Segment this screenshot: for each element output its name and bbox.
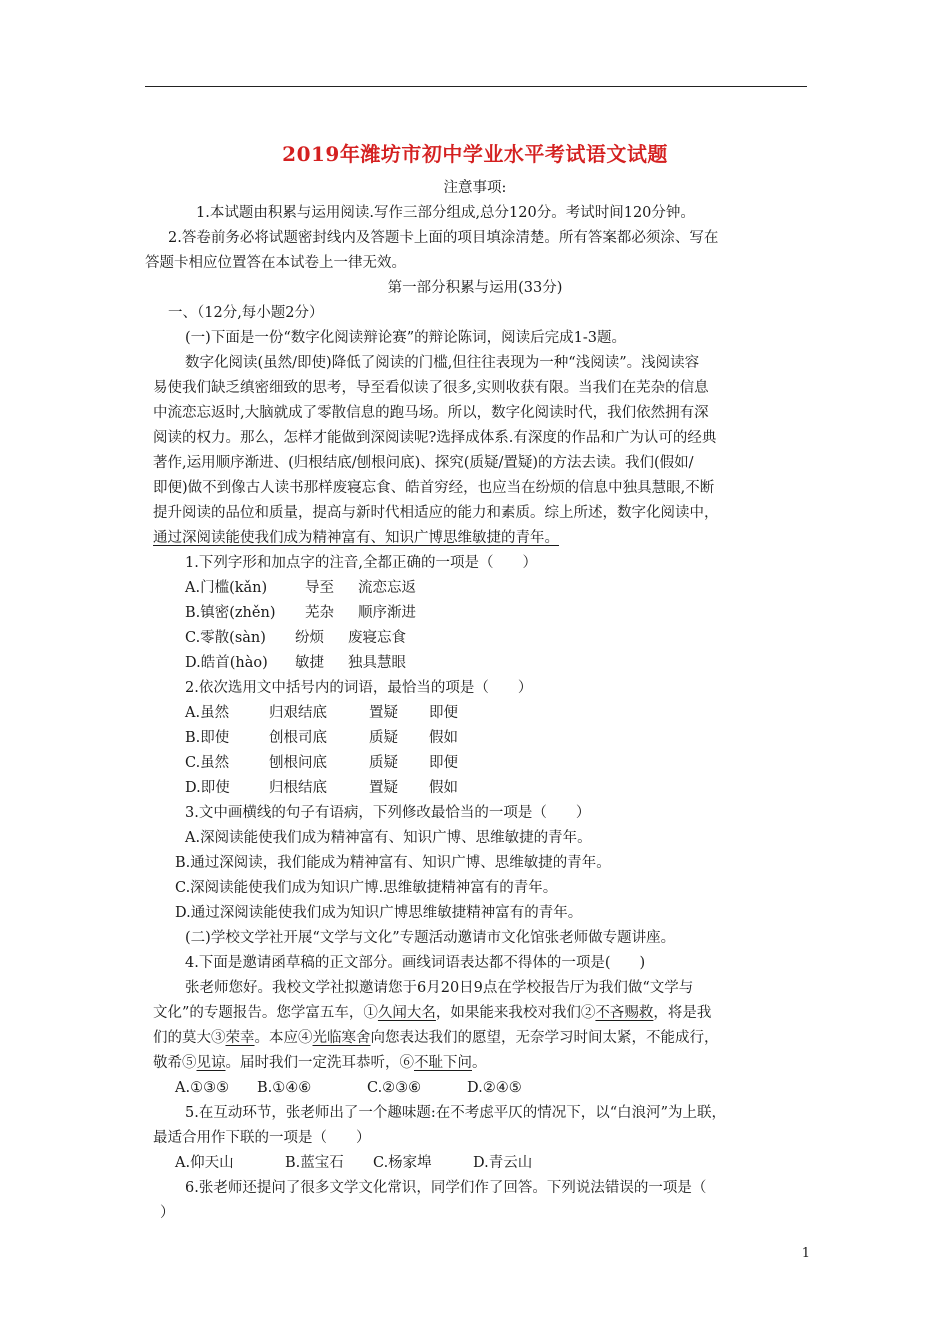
notice-item-1: 1.本试题由积累与运用阅读.写作三部分组成,总分120分。考试时间120分钟。 <box>196 205 695 221</box>
option-text: 顺序渐进 <box>358 605 416 621</box>
passage-line: 著作,运用顺序渐进、(归根结底/刨根问底)、探究(质疑/置疑)的方法去读。我们(假如/ <box>153 455 694 471</box>
passage-line: 易使我们缺乏缜密细致的思考，导至看似读了很多,实则收获有限。当我们在芜杂的信息 <box>153 380 709 396</box>
option-text: 即便 <box>429 705 458 721</box>
option-text: C.零散(sàn) <box>185 630 266 646</box>
sub2-intro: (二)学校文学社开展“文学与文化”专题活动邀请市文化馆张老师做专题讲座。 <box>185 930 676 946</box>
letter-text: ，将是我 <box>653 1005 712 1021</box>
option-text: B.镇密(zhěn) <box>185 605 276 621</box>
passage-underlined-sentence: 通过深阅读能使我们成为精神富有、知识广博思维敏捷的青年。 <box>153 530 559 546</box>
passage-line: 数字化阅读(虽然/即使)降低了阅读的门槛,但往往表现为一种“浅阅读”。浅阅读容 <box>185 355 700 371</box>
option-text: A.①③⑤ <box>175 1080 230 1096</box>
section1-heading: 一、（12分,每小题2分） <box>168 305 324 321</box>
question-5-options <box>175 1153 532 1173</box>
option-text: B.蓝宝石 <box>285 1155 344 1171</box>
option-text: 假如 <box>429 730 458 746</box>
option-text: 纷烦 <box>295 630 324 646</box>
underlined-phrase: 光临寒舍 <box>312 1030 371 1046</box>
underlined-phrase: 不耻下问 <box>414 1055 472 1071</box>
passage-line: 阅读的权力。那么，怎样才能做到深阅读呢?选择成体系.有深度的作品和广为认可的经典 <box>153 430 717 446</box>
question-1-option-a <box>185 578 416 598</box>
option-text: A.虽然 <box>185 705 230 721</box>
question-2-option-c <box>185 753 458 773</box>
option-text: 即便 <box>429 755 458 771</box>
option-text: C.②③⑥ <box>367 1080 422 1096</box>
option-text: D.青云山 <box>473 1155 533 1171</box>
option-text: D.②④⑤ <box>467 1080 522 1096</box>
letter-text: 敬希⑤ <box>153 1055 197 1071</box>
passage-line: 中流恋忘返时,大脑就成了零散信息的跑马场。所以，数字化阅读时代，我们依然拥有深 <box>153 405 709 421</box>
option-text: 流恋忘返 <box>358 580 416 596</box>
question-5-stem-line1: 5.在互动环节，张老师出了一个趣味题:在不考虑平仄的情况下，以“白浪河”为上联， <box>185 1105 727 1121</box>
passage-line: 即便)做不到像古人读书那样废寝忘食、皓首穷经，也应当在纷烦的信息中独具慧眼,不断 <box>153 480 715 496</box>
question-3-option-b: B.通过深阅读，我们能成为精神富有、知识广博、思维敏捷的青年。 <box>175 855 611 871</box>
option-text: 质疑 <box>369 755 398 771</box>
question-4-options <box>175 1078 522 1098</box>
question-1-option-b <box>185 603 416 623</box>
underlined-phrase: 久闻大名 <box>377 1005 436 1021</box>
option-text: 刨根问底 <box>269 755 327 771</box>
letter-text: 们的莫大③ <box>153 1030 226 1046</box>
option-text: 废寝忘食 <box>348 630 406 646</box>
question-2-option-a <box>185 703 458 723</box>
passage-line: 提升阅读的品位和质量，提高与新时代相适应的能力和素质。综上所述，数字化阅读中， <box>153 505 719 521</box>
exam-title: 2019年潍坊市初中学业水平考试语文试题 <box>282 142 668 166</box>
question-1-stem: 1.下列字形和加点字的注音,全都正确的一项是（ ） <box>185 555 537 571</box>
option-text: 独具慧眼 <box>348 655 406 671</box>
option-text: 归艰结底 <box>269 705 327 721</box>
notice-item-2-line2: 答题卡相应位置答在本试卷上一律无效。 <box>145 255 406 271</box>
question-5-stem-line2: 最适合用作下联的一项是（ ） <box>153 1130 371 1146</box>
page-number: 1 <box>801 1246 810 1261</box>
option-text: 导至 <box>305 580 334 596</box>
question-3-option-a: A.深阅读能使我们成为精神富有、知识广博、思维敏捷的青年。 <box>185 830 592 846</box>
option-text: C.虽然 <box>185 755 230 771</box>
option-text: C.杨家埠 <box>373 1155 432 1171</box>
option-text: 敏捷 <box>295 655 324 671</box>
option-text: D.皓首(hào) <box>185 655 268 671</box>
letter-text: 。 <box>472 1055 487 1071</box>
letter-text: 文化”的专题报告。您学富五车，① <box>153 1005 378 1021</box>
option-text: B.即使 <box>185 730 230 746</box>
question-1-option-d <box>185 653 406 673</box>
header-rule <box>145 86 807 87</box>
notice-item-2-line1: 2.答卷前务必将试题密封线内及答题卡上面的项目填涂清楚。所有答案都必须涂、写在 <box>168 230 719 246</box>
question-3-option-c: C.深阅读能使我们成为知识广博.思维敏捷精神富有的青年。 <box>175 880 558 896</box>
option-text: 质疑 <box>369 730 398 746</box>
underlined-phrase: 荣幸 <box>225 1030 255 1046</box>
letter-text: 向您表达我们的愿望，无奈学习时间太紧，不能成行， <box>370 1030 719 1046</box>
letter-text: 。届时我们一定洗耳恭听，⑥ <box>225 1055 414 1071</box>
option-text: 假如 <box>429 780 458 796</box>
option-text: 置疑 <box>369 705 398 721</box>
option-text: 归根结底 <box>269 780 327 796</box>
option-text: D.即使 <box>185 780 230 796</box>
question-2-stem: 2.依次选用文中括号内的词语，最恰当的项是（ ） <box>185 680 533 696</box>
letter-line <box>153 1003 711 1023</box>
letter-text: 。本应④ <box>254 1030 313 1046</box>
letter-text: ，如果能来我校对我们② <box>435 1005 596 1021</box>
question-4-stem: 4.下面是邀请函草稿的正文部分。画线词语表达都不得体的一项是( ) <box>185 955 646 971</box>
question-2-option-b <box>185 728 458 748</box>
option-text: A.仰天山 <box>175 1155 234 1171</box>
option-text: 创根司底 <box>269 730 327 746</box>
part1-heading: 第一部分积累与运用(33分) <box>387 280 563 296</box>
underlined-phrase: 不吝赐救 <box>595 1005 654 1021</box>
underlined-phrase: 见谅 <box>196 1055 226 1071</box>
question-3-option-d: D.通过深阅读能使我们成为知识广博思维敏捷精神富有的青年。 <box>175 905 583 921</box>
question-6-stem-line1: 6.张老师还提问了很多文学文化常识，同学们作了回答。下列说法错误的一项是（ <box>185 1180 707 1196</box>
option-text: 置疑 <box>369 780 398 796</box>
sub1-intro: (一)下面是一份“数字化阅读辩论赛”的辩论陈词，阅读后完成1-3题。 <box>185 330 626 346</box>
letter-line: 张老师您好。我校文学社拟邀请您于6月20日9点在学校报告厅为我们做“文学与 <box>185 980 694 996</box>
question-3-stem: 3.文中画横线的句子有语病，下列修改最恰当的一项是（ ） <box>185 805 591 821</box>
question-6-stem-line2: ） <box>160 1205 175 1221</box>
notice-heading: 注意事项: <box>443 180 507 196</box>
question-2-option-d <box>185 778 458 798</box>
letter-line <box>153 1028 719 1048</box>
option-text: B.①④⑥ <box>257 1080 312 1096</box>
option-text: A.门槛(kǎn) <box>185 580 268 596</box>
question-1-option-c <box>185 628 406 648</box>
option-text: 芜杂 <box>305 605 334 621</box>
letter-line <box>153 1053 487 1073</box>
